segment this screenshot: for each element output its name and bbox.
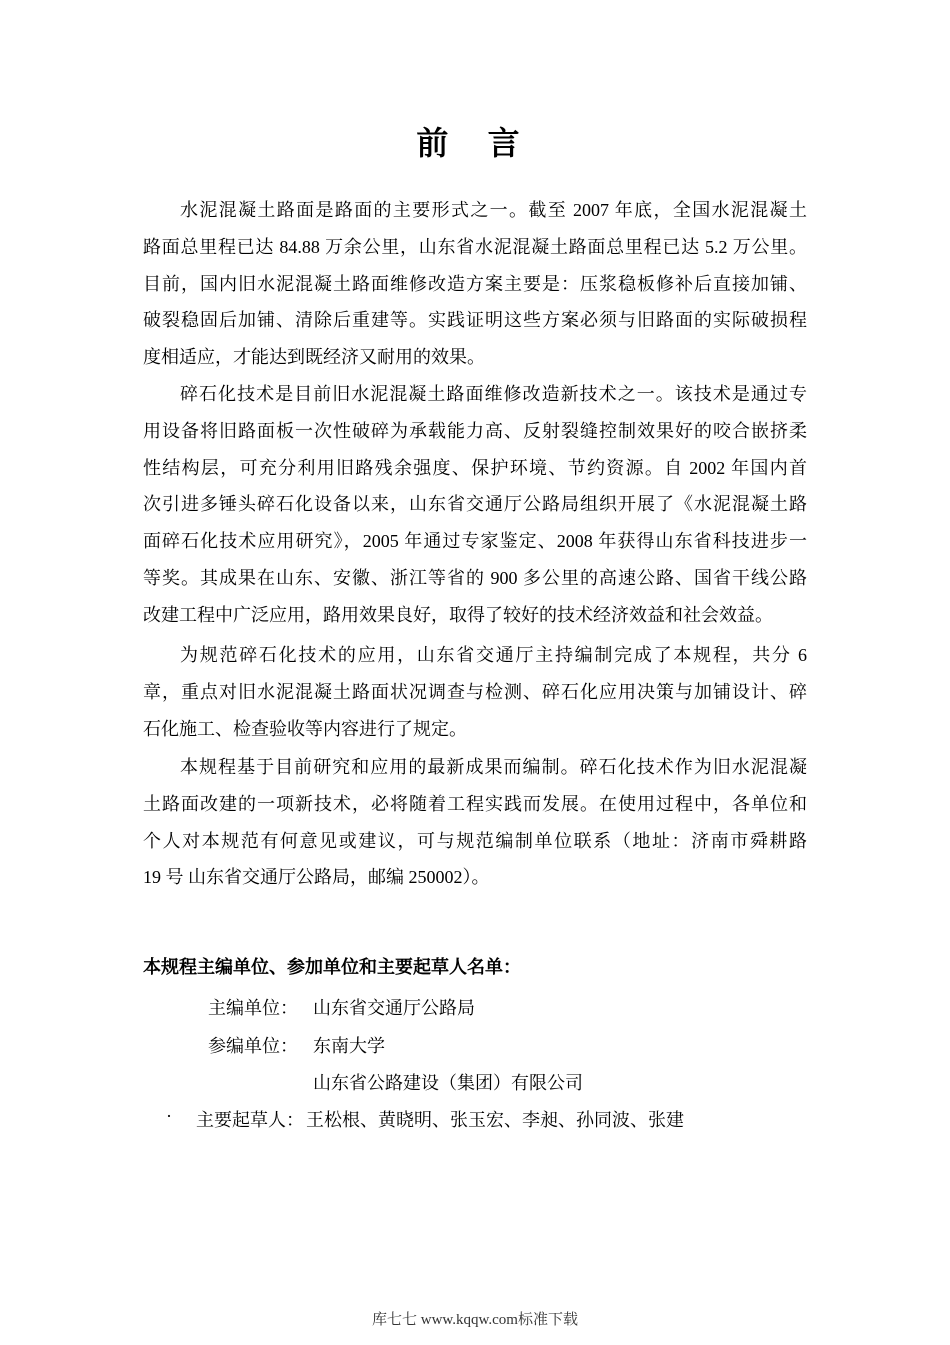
text-line: 破裂稳固后加铺、清除后重建等。实践证明这些方案必须与旧路面的实际破损程 [143,310,807,331]
text-line: 面碎石化技术应用研究》，2005 年通过专家鉴定、2008 年获得山东省科技进步一 [143,531,807,552]
paragraph-3 [143,637,807,747]
drafters: 王松根、黄晓明、张玉宏、李昶、孙同波、张建 [306,1110,684,1130]
bullet: · [166,1106,172,1126]
page-title: 前 言 [416,124,534,162]
participating-unit-1: 东南大学 [313,1036,385,1056]
text-line: 路面总里程已达 84.88 万余公里，山东省水泥混凝土路面总里程已达 5.2 万公里。 [143,236,807,257]
text-line: 次引进多锤头碎石化设备以来，山东省交通厅公路局组织开展了《水泥混凝土路 [143,494,807,515]
text-line: 土路面改建的一项新技术，必将随着工程实践而发展。在使用过程中，各单位和 [143,793,807,814]
text-line: 章，重点对旧水泥混凝土路面状况调查与检测、碎石化应用决策与加铺设计、碎 [143,681,807,702]
text-line: 石化施工、检查验收等内容进行了规定。 [143,718,467,739]
contributors-heading: 本规程主编单位、参加单位和主要起草人名单： [143,957,521,978]
text-line: 目前，国内旧水泥混凝土路面维修改造方案主要是：压浆稳板修补后直接加铺、 [143,273,807,294]
text-line: 本规程基于目前研究和应用的最新成果而编制。碎石化技术作为旧水泥混凝 [180,757,807,777]
text-line: 碎石化技术是目前旧水泥混凝土路面维修改造新技术之一。该技术是通过专 [180,384,807,404]
text-line: 个人对本规范有何意见或建议，可与规范编制单位联系（地址：济南市舜耕路 [143,830,807,851]
paragraph-4 [143,749,807,896]
text-line: 水泥混凝土路面是路面的主要形式之一。截至 2007 年底，全国水泥混凝土 [180,200,807,220]
footer-watermark: 库七七 www.kqqw.com标准下载 [372,1312,578,1328]
participating-unit-2: 山东省公路建设（集团）有限公司 [313,1073,583,1093]
text-line: 用设备将旧路面板一次性破碎为承载能力高、反射裂缝控制效果好的咬合嵌挤柔 [143,420,807,441]
paragraph-2 [143,376,807,634]
text-line: 为规范碎石化技术的应用，山东省交通厅主持编制完成了本规程，共分 6 [180,645,807,665]
text-line: 改建工程中广泛应用，路用效果良好，取得了较好的技术经济效益和社会效益。 [143,604,773,625]
chief-unit-label: 主编单位： [208,998,298,1018]
participating-label: 参编单位： [208,1036,298,1056]
text-line: 性结构层，可充分利用旧路残余强度、保护环境、节约资源。自 2002 年国内首 [143,457,807,478]
text-line: 等奖。其成果在山东、安徽、浙江等省的 900 多公里的高速公路、国省干线公路 [143,567,807,588]
text-line: 19 号 山东省交通厅公路局，邮编 250002）。 [143,867,490,888]
paragraph-1 [143,192,807,376]
drafters-label: 主要起草人： [196,1110,304,1130]
text-line: 度相适应，才能达到既经济又耐用的效果。 [143,347,485,368]
chief-unit: 山东省交通厅公路局 [313,998,475,1018]
